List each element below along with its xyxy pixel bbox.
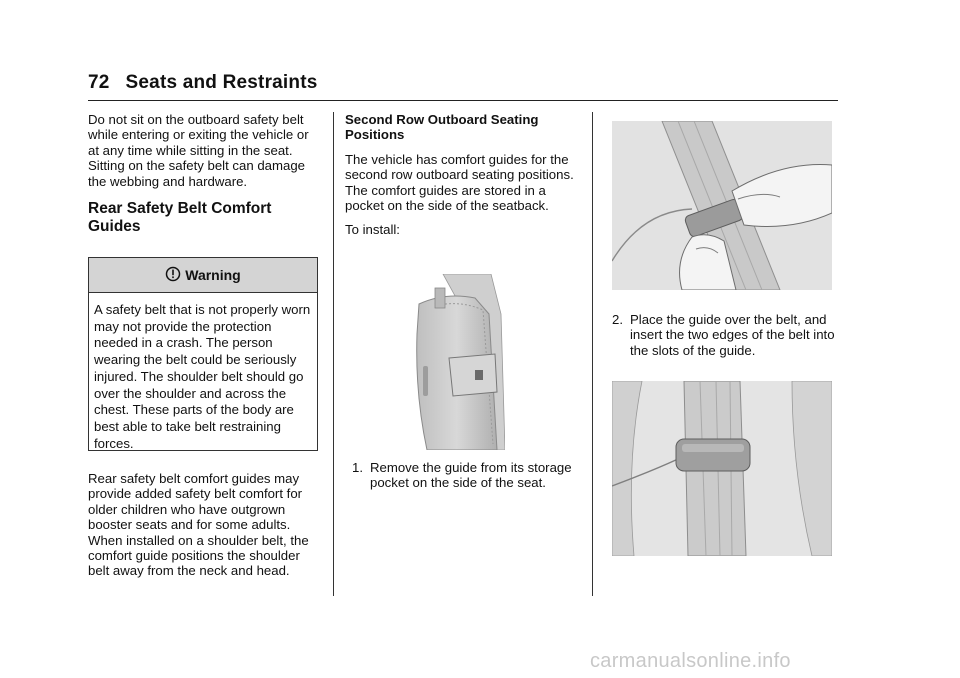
column-divider-1	[333, 112, 334, 596]
watermark: carmanualsonline.info	[590, 650, 791, 672]
comfort-guide-paragraph: Rear safety belt comfort guides may provide added safety belt comfort for older children who have outgrown booster seats and for some adults. When installed on a shoulder belt, the comfort guide positions the shoulder belt away from the neck and head.	[88, 471, 309, 579]
header-rule	[88, 100, 838, 101]
step-2	[612, 312, 838, 358]
step-1-text: Remove the guide from its storage pocket on the side of the seat.	[370, 460, 572, 491]
column-2	[345, 112, 579, 238]
page-number: 72	[88, 72, 110, 93]
warning-title: Warning	[185, 267, 241, 283]
belt-guide-hands-illustration	[612, 121, 832, 290]
column-1-lower	[88, 471, 320, 579]
section-title: Seats and Restraints	[125, 72, 318, 93]
column-divider-2	[592, 112, 593, 596]
intro-paragraph: Do not sit on the outboard safety belt while entering or exiting the vehicle or at any time while sitting in the seat. Sitting on the safety belt can damage the webbing and hardware.	[88, 112, 309, 189]
install-label: To install:	[345, 222, 400, 238]
page-header	[88, 72, 318, 94]
warning-icon	[165, 266, 181, 285]
warning-box	[88, 257, 318, 451]
step-2-text: Place the guide over the belt, and insert the two edges of the belt into the slots of the guide.	[630, 312, 835, 358]
step-1	[352, 460, 580, 491]
warning-header	[89, 258, 317, 293]
second-row-paragraph: The vehicle has comfort guides for the second row outboard seating positions. The comfort guides are stored in a pocket on the side of the seatback.	[345, 151, 574, 214]
belt-guide-installed-illustration	[612, 381, 832, 556]
step-1-number: 1.	[352, 460, 363, 475]
rear-belt-comfort-heading: Rear Safety Belt Comfort Guides	[88, 200, 272, 236]
column-1	[88, 112, 320, 236]
seat-pocket-illustration	[405, 274, 505, 450]
warning-text: A safety belt that is not properly worn may not provide the protection needed in a crash. The person wearing the belt could be seriously injured. The shoulder belt should go over the shoulder and across the chest. These parts of the body are best able to take belt restraining forces.	[94, 302, 311, 451]
step-2-number: 2.	[612, 312, 623, 327]
second-row-heading: Second Row Outboard Seating Positions	[345, 112, 539, 143]
